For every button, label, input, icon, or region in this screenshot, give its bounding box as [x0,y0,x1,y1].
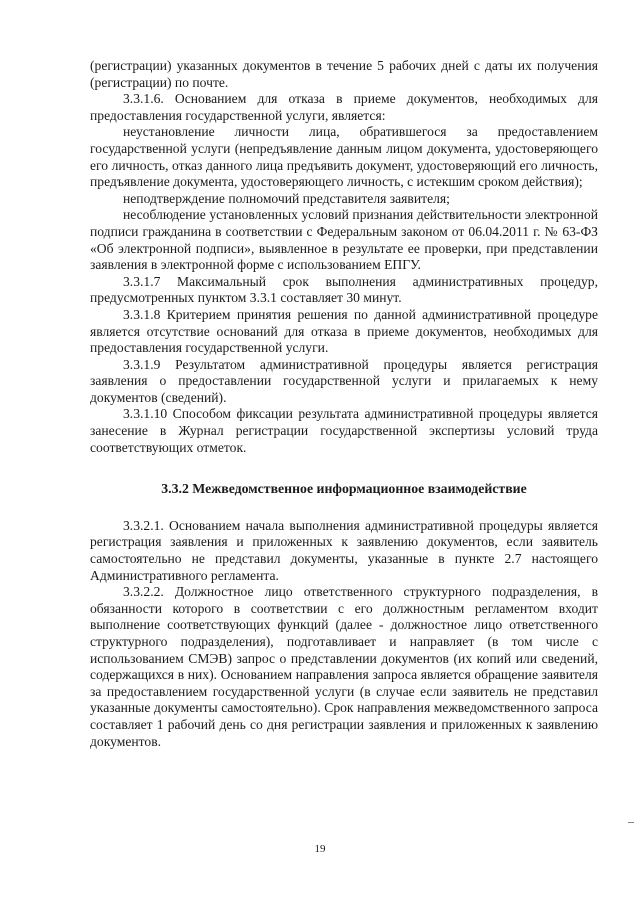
paragraph-3-3-1-8: 3.3.1.8 Критерием принятия решения по данной административной процедуре является отсутствие оснований для отказа в приеме документов, необходимых для предоставления государственной услуги. [90,306,598,356]
paragraph-3-3-1-10: 3.3.1.10 Способом фиксации результата административной процедуры является занесение в Журнал регистрации государственной экспертизы условий труда соответствующих отметок. [90,406,598,455]
paragraph-3-3-2-1: 3.3.2.1. Основанием начала выполнения административной процедуры является регистрация заявления и приложенных к заявлению документов, если заявитель самостоятельно не представил документы, указанные в пункте 2.7 настоящего Административного регламента. [90,517,598,583]
section-heading: 3.3.2 Межведомственное информационное взаимодействие [161,481,527,497]
paragraph-3-3-1-9: 3.3.1.9 Результатом административной процедуры является регистрация заявления о предоставлении государственной услуги и прилагаемых к нему документов (сведений). [90,356,598,405]
paragraph-continuation: (регистрации) указанных документов в течение 5 рабочих дней с даты их получения (регистрации) по почте. [90,58,598,90]
paragraph-3-3-2-2: 3.3.2.2. Должностное лицо ответственного структурного подразделения, в обязанности которого в соответствии с его должностным регламентом входит выполнение соответствующих функций (далее - должностное лицо ответственного структурного подразделения), подготавливает и направляет (в том числе с использованием СМЭВ) запрос о представлении документов (их копий или сведений, содержащихся в них). Основанием направления запроса является обращение заявителя за предоставлением государственной услуги (в случае если заявитель не представил указанные документы самостоятельно). Срок направления межведомственного запроса составляет 1 рабочий день со дня регистрации заявления и приложенных к заявлению документов. [90,584,598,749]
page-number: 19 [314,843,326,855]
scan-edge-mark [628,822,634,823]
paragraph-3-3-1-7: 3.3.1.7 Максимальный срок выполнения административных процедур, предусмотренных пунктом 3.3.1 составляет 30 минут. [90,273,598,306]
paragraph-refusal-signature: несоблюдение установленных условий признания действительности электронной подписи гражданина в соответствии с Федеральным законом от 06.04.2011 г. № 63-ФЗ «Об электронной подписи», выявленное в результате ее проверки, при представлении заявления в электронной форме с использованием ЕПГУ. [90,207,598,273]
paragraph-refusal-authority: неподтверждение полномочий представителя заявителя; [123,190,450,206]
paragraph-3-3-1-6: 3.3.1.6. Основанием для отказа в приеме документов, необходимых для предоставления государственной услуги, является: [90,91,598,123]
paragraph-refusal-identity: неустановление личности лица, обратившегося за предоставлением государственной услуги (непредъявление данным лицом документа, удостоверяющего его личность, отказ данного лица предъявить документ, удостоверяющий его личность, предъявление документа, удостоверяющего личность, с истекшим сроком действия); [90,124,598,190]
document-page [90,58,598,750]
